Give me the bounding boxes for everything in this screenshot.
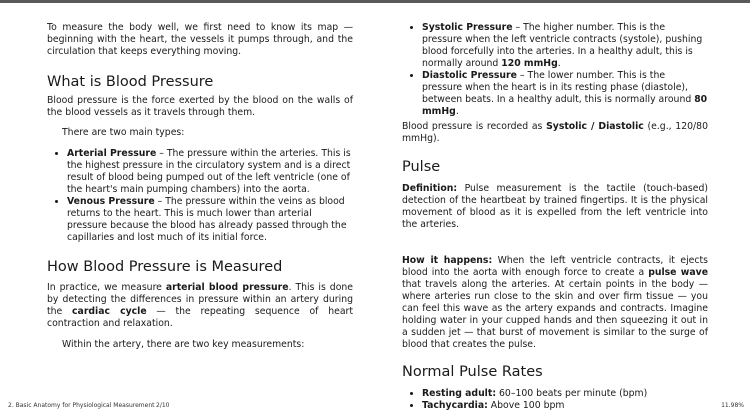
right-column	[402, 22, 708, 412]
measured-heading: How Blood Pressure is Measured	[47, 259, 283, 275]
recorded-as: Blood pressure is recorded as Systolic / Diastolic (e.g., 120/80 mmHg).	[402, 121, 708, 144]
list-item: • Resting adult: 60–100 beats per minute (bpm)	[422, 388, 708, 400]
top-progress-bar	[0, 0, 750, 3]
progress-percent: 11.98%	[721, 402, 744, 409]
chapter-title: 2. Basic Anatomy for Physiological Measurement	[8, 402, 155, 409]
pulse-definition: Definition: Pulse measurement is the tactile (touch-based) detection of the heartbeat by trained fingertips. It is the physical movement of blood as it is expelled from the left ventricle into the arteries.	[402, 183, 708, 230]
bp-heading: What is Blood Pressure	[47, 74, 214, 90]
pressure-types-list	[47, 148, 353, 244]
list-item: • Systolic Pressure – The higher number. This is the pressure when the left ventricle contracts (systole), pushing blood forcefully into the arteries. In a healthy adult, this is normally around 120 mmHg.	[422, 22, 708, 70]
list-item: • Venous Pressure – The pressure within the veins as blood returns to the heart. This is much lower than arterial pressure because the blood has already passed through the capillaries and lost much of its initial force.	[67, 196, 353, 244]
pulse-how-it-happens: How it happens: When the left ventricle contracts, it ejects blood into the aorta with enough force to create a pulse wave that travels along the arteries. At certain points in the body — where arteries run close to the skin and over firm tissue — you can feel this wave as the artery expands and contracts. Imagine holding water in your cupped hands and then squeezing it out in a sudden jet — that burst of movement is similar to the surge of blood that creates the pulse.	[402, 255, 709, 350]
page-number: 2/10	[156, 402, 170, 409]
measured-paragraph: In practice, we measure arterial blood pressure. This is done by detecting the differences in pressure within an artery during the cardiac cycle — the repeating sequence of heart contraction and relaxation.	[47, 282, 353, 329]
list-item: • Arterial Pressure – The pressure within the arteries. This is the highest pressure in the circulatory system and is a direct result of blood being pumped out of the left ventricle (one of the heart's main pumping chambers) into the aorta.	[67, 148, 353, 196]
list-item: • Tachycardia: Above 100 bpm	[422, 400, 708, 412]
pulse-rates-list	[402, 388, 708, 412]
key-measurements-intro: Within the artery, there are two key measurements:	[62, 339, 305, 350]
pulse-heading: Pulse	[402, 159, 441, 175]
bp-definition: Blood pressure is the force exerted by the blood on the walls of the blood vessels as it travels through them.	[47, 95, 353, 118]
types-intro: There are two main types:	[62, 127, 185, 138]
measurements-list	[402, 22, 708, 118]
list-item: • Diastolic Pressure – The lower number. This is the pressure when the heart is in its resting phase (diastole), between beats. In a healthy adult, this is normally around 80 mmHg.	[422, 70, 708, 118]
pulse-rates-heading: Normal Pulse Rates	[402, 364, 543, 380]
left-column	[47, 22, 353, 351]
intro-paragraph: To measure the body well, we first need to know its map — beginning with the heart, the vessels it pumps through, and the circulation that keeps everything moving.	[47, 22, 353, 57]
